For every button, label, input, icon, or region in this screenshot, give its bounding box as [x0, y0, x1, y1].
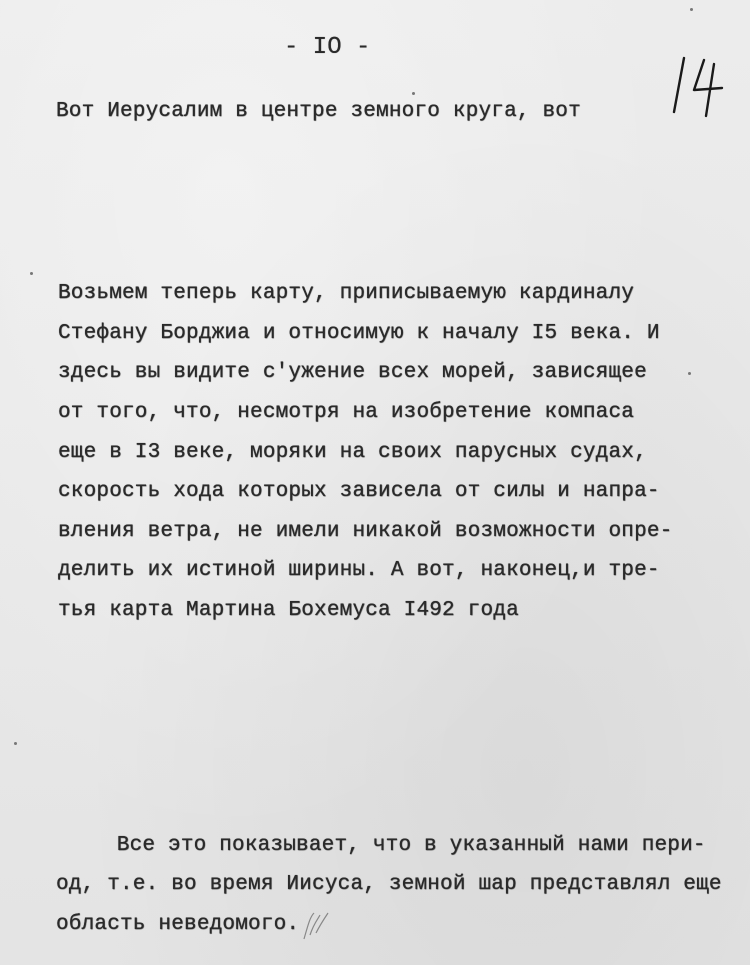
- paper-speck: [688, 372, 691, 375]
- text-line: скорость хода которых зависела от силы и напра-: [58, 480, 660, 503]
- handwritten-archive-number: [670, 50, 730, 120]
- text-line: делить их истиной ширины. А вот, наконец,и тре-: [58, 559, 660, 582]
- paper-speck: [30, 272, 33, 275]
- text-line: од, т.е. во время Иисуса, земной шар представлял еще: [56, 873, 722, 896]
- paper-speck: [14, 742, 17, 745]
- paper-speck: [690, 8, 693, 11]
- text-line: еще в I3 веке, моряки на своих парусных судах,: [58, 441, 647, 464]
- text-line: Возьмем теперь карту, приписываемую кардиналу: [58, 282, 635, 305]
- text-line: Все это показывает, что в указанный нами пери-: [40, 834, 706, 857]
- text-line: вления ветра, не имели никакой возможности опре-: [58, 520, 673, 543]
- text-line: область неведомого.: [56, 913, 300, 936]
- text-line: тья карта Мартина Бохемуса I492 года: [58, 599, 519, 622]
- text-line: здесь вы видите с'ужение всех морей, зависящее: [58, 361, 647, 384]
- text-line: от того, что, несмотря на изобретение компаса: [58, 401, 635, 424]
- text-line: Стефану Борджиа и относимую к началу I5 века. И: [58, 322, 660, 345]
- page-number: - IO -: [284, 34, 371, 61]
- paper-speck: [412, 92, 415, 95]
- stray-pencil-mark: [300, 905, 340, 945]
- text-line: Вот Иерусалим в центре земного круга, вот: [56, 100, 581, 123]
